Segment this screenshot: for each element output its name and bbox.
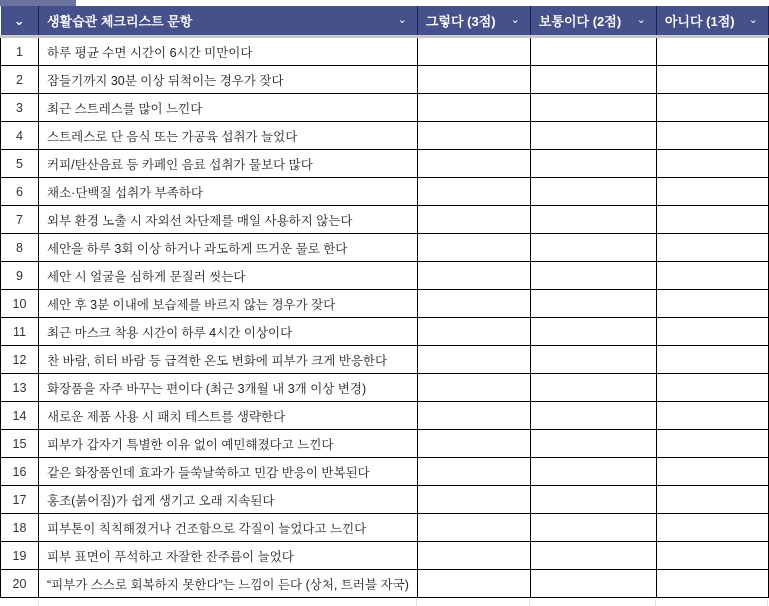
checklist-table [0,6,769,598]
item-cell[interactable]: 새로운 제품 사용 시 패치 테스트를 생략한다 [39,402,418,430]
table-row [1,402,769,430]
yes-cell[interactable] [417,514,530,542]
chevron-down-icon[interactable]: ⌄ [636,14,646,26]
yes-cell[interactable] [417,290,530,318]
yes-cell[interactable] [417,402,530,430]
no-cell[interactable] [656,262,768,290]
table-row [1,150,769,178]
no-cell[interactable] [656,542,768,570]
table-row [1,234,769,262]
yes-cell[interactable] [417,206,530,234]
mid-cell[interactable] [530,290,656,318]
no-cell[interactable] [656,178,768,206]
row-number: 16 [1,458,39,486]
no-cell[interactable] [656,458,768,486]
header-yes-label: 그렇다 (3점) [425,14,496,29]
header-item-label: 생활습관 체크리스트 문항 [47,14,193,29]
mid-cell[interactable] [530,458,656,486]
item-cell[interactable]: 세안 후 3분 이내에 보습제를 바르지 않는 경우가 잦다 [39,290,418,318]
item-cell[interactable]: 커피/탄산음료 등 카페인 음료 섭취가 물보다 많다 [39,150,418,178]
no-cell[interactable] [656,234,768,262]
table-row [1,486,769,514]
yes-cell[interactable] [417,318,530,346]
table-row [1,458,769,486]
no-cell[interactable] [656,290,768,318]
no-cell[interactable] [656,402,768,430]
mid-cell[interactable] [530,178,656,206]
row-number: 15 [1,430,39,458]
mid-cell[interactable] [530,66,656,94]
item-cell[interactable]: 찬 바람, 히터 바람 등 급격한 온도 변화에 피부가 크게 반응한다 [39,346,418,374]
row-number: 18 [1,514,39,542]
no-cell[interactable] [656,346,768,374]
no-cell[interactable] [656,514,768,542]
no-cell[interactable] [656,37,768,66]
item-cell[interactable]: 홍조(붉어짐)가 쉽게 생기고 오래 지속된다 [39,486,418,514]
table-row [1,514,769,542]
item-cell[interactable]: 화장품을 자주 바꾸는 편이다 (최근 3개월 내 3개 이상 변경) [39,374,418,402]
yes-cell[interactable] [417,486,530,514]
row-number: 2 [1,66,39,94]
row-number: 9 [1,262,39,290]
mid-cell[interactable] [530,514,656,542]
table-row [1,290,769,318]
mid-cell[interactable] [530,234,656,262]
no-cell[interactable] [656,206,768,234]
yes-cell[interactable] [417,66,530,94]
yes-cell[interactable] [417,150,530,178]
mid-cell[interactable] [530,94,656,122]
header-no[interactable] [656,6,768,37]
row-number: 12 [1,346,39,374]
item-cell[interactable]: 세안을 하루 3회 이상 하거나 과도하게 뜨거운 물로 한다 [39,234,418,262]
header-item[interactable] [39,6,418,37]
item-cell[interactable]: 최근 마스크 착용 시간이 하루 4시간 이상이다 [39,318,418,346]
table-row [1,262,769,290]
row-number: 7 [1,206,39,234]
empty-grid [0,599,769,606]
item-cell[interactable]: 피부 표면이 푸석하고 자잘한 잔주름이 늘었다 [39,542,418,570]
no-cell[interactable] [656,486,768,514]
yes-cell[interactable] [417,178,530,206]
item-cell[interactable]: 피부톤이 칙칙해졌거나 건조함으로 각질이 늘었다고 느낀다 [39,514,418,542]
mid-cell[interactable] [530,402,656,430]
no-cell[interactable] [656,122,768,150]
item-cell[interactable]: 피부가 갑자기 특별한 이유 없이 예민해졌다고 느낀다 [39,430,418,458]
table-row [1,178,769,206]
table-row [1,570,769,598]
chevron-down-icon: ⌄ [13,12,25,28]
yes-cell[interactable] [417,458,530,486]
chevron-down-icon[interactable]: ⌄ [397,14,407,26]
no-cell[interactable] [656,374,768,402]
row-number: 14 [1,402,39,430]
yes-cell[interactable] [417,374,530,402]
table-row [1,37,769,66]
table-row [1,542,769,570]
mid-cell[interactable] [530,122,656,150]
mid-cell[interactable] [530,346,656,374]
row-number: 20 [1,570,39,598]
mid-cell[interactable] [530,37,656,66]
header-yes[interactable] [417,6,530,37]
item-cell[interactable]: 하루 평균 수면 시간이 6시간 미만이다 [39,37,418,66]
table-row [1,94,769,122]
row-number: 6 [1,178,39,206]
mid-cell[interactable] [530,542,656,570]
yes-cell[interactable] [417,430,530,458]
yes-cell[interactable] [417,542,530,570]
table-row [1,206,769,234]
row-number: 1 [1,37,39,66]
row-number: 4 [1,122,39,150]
header-no-label: 아니다 (1점) [664,14,735,29]
row-number: 17 [1,486,39,514]
row-number: 19 [1,542,39,570]
yes-cell[interactable] [417,234,530,262]
table-row [1,318,769,346]
table-row [1,374,769,402]
no-cell[interactable] [656,430,768,458]
item-cell[interactable]: 세안 시 얼굴을 심하게 문질러 씻는다 [39,262,418,290]
item-cell[interactable]: 같은 화장품인데 효과가 들쑥날쑥하고 민감 반응이 반복된다 [39,458,418,486]
yes-cell[interactable] [417,570,530,598]
header-mid[interactable] [530,6,656,37]
no-cell[interactable] [656,150,768,178]
table-row [1,66,769,94]
no-cell[interactable] [656,94,768,122]
row-number: 11 [1,318,39,346]
row-number: 10 [1,290,39,318]
yes-cell[interactable] [417,262,530,290]
yes-cell[interactable] [417,122,530,150]
mid-cell[interactable] [530,318,656,346]
item-cell[interactable]: “피부가 스스로 회복하지 못한다”는 느낌이 든다 (상처, 트러블 자국) [39,570,418,598]
no-cell[interactable] [656,66,768,94]
yes-cell[interactable] [417,346,530,374]
no-cell[interactable] [656,318,768,346]
table-row [1,430,769,458]
row-number: 13 [1,374,39,402]
item-cell[interactable]: 스트레스로 단 음식 또는 가공육 섭취가 늘었다 [39,122,418,150]
item-cell[interactable]: 잠들기까지 30분 이상 뒤척이는 경우가 잦다 [39,66,418,94]
chevron-down-icon[interactable]: ⌄ [510,14,520,26]
item-cell[interactable]: 외부 환경 노출 시 자외선 차단제를 매일 사용하지 않는다 [39,206,418,234]
header-mid-label: 보통이다 (2점) [538,14,622,29]
yes-cell[interactable] [417,37,530,66]
header-row [1,6,769,37]
no-cell[interactable] [656,570,768,598]
item-cell[interactable]: 채소·단백질 섭취가 부족하다 [39,178,418,206]
row-number: 8 [1,234,39,262]
mid-cell[interactable] [530,206,656,234]
yes-cell[interactable] [417,94,530,122]
mid-cell[interactable] [530,150,656,178]
mid-cell[interactable] [530,570,656,598]
table-row [1,346,769,374]
mid-cell[interactable] [530,262,656,290]
chevron-down-icon[interactable]: ⌄ [748,14,758,26]
item-cell[interactable]: 최근 스트레스를 많이 느낀다 [39,94,418,122]
row-number-filter-button[interactable] [1,6,39,37]
row-number: 5 [1,150,39,178]
mid-cell[interactable] [530,486,656,514]
table-row [1,122,769,150]
mid-cell[interactable] [530,430,656,458]
mid-cell[interactable] [530,374,656,402]
row-number: 3 [1,94,39,122]
